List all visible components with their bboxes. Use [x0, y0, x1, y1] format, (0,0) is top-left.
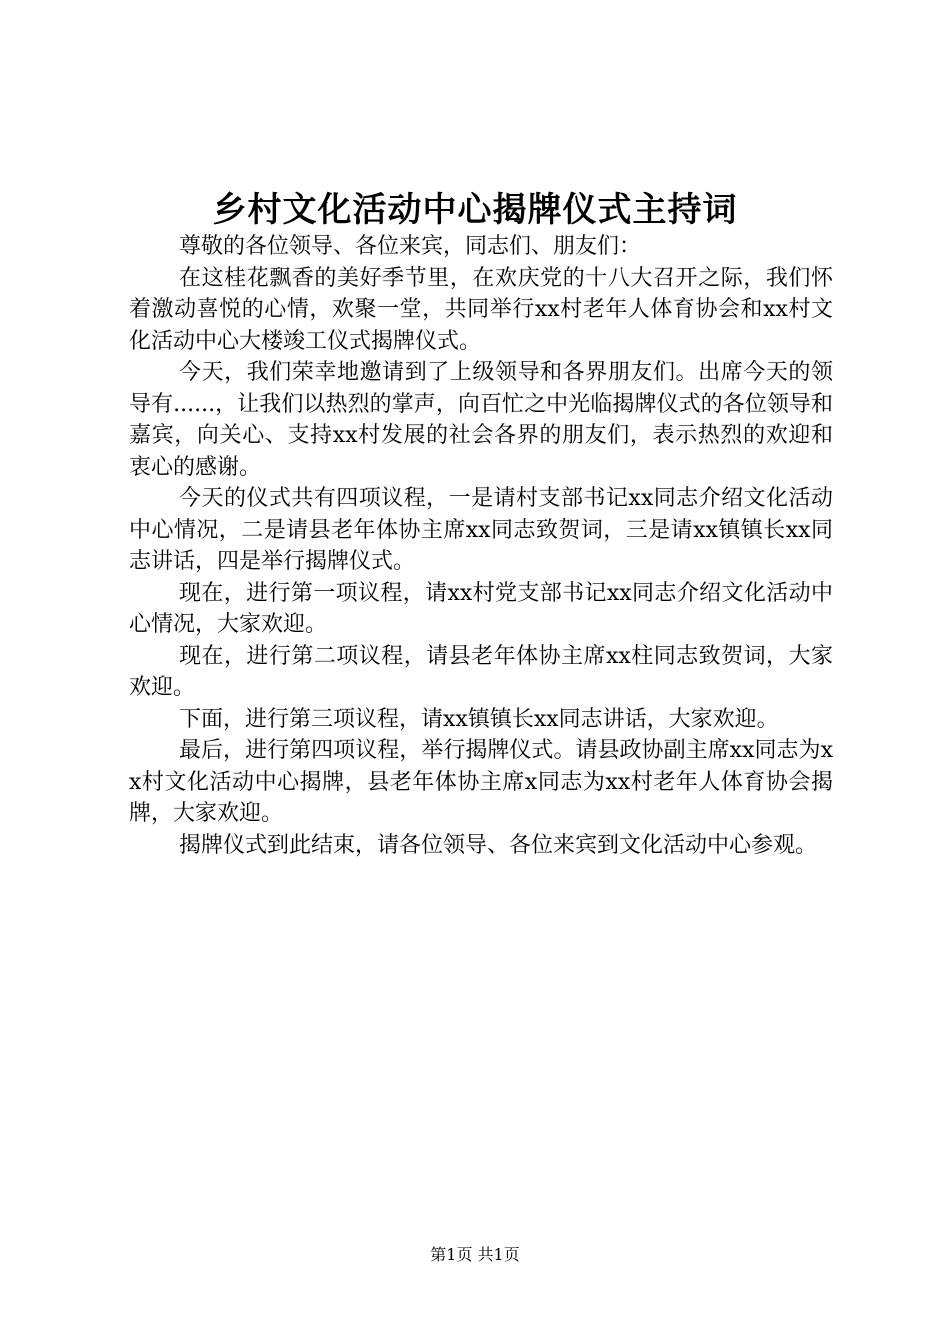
paragraph-item-four: 最后，进行第四项议程，举行揭牌仪式。请县政协副主席xx同志为xx村文化活动中心揭牌，县老年体协主席x同志为xx村老年人体育协会揭牌，大家欢迎。	[129, 738, 833, 826]
page-number-footer: 第1页 共1页	[430, 1245, 520, 1264]
document-title: 乡村文化活动中心揭牌仪式主持词	[212, 190, 738, 230]
paragraph-greeting: 尊敬的各位领导、各位来宾，同志们、朋友们：	[179, 234, 642, 259]
paragraph-item-one: 现在，进行第一项议程，请xx村党支部书记xx同志介绍文化活动中心情况，大家欢迎。	[129, 580, 833, 637]
paragraph-guests: 今天，我们荣幸地邀请到了上级领导和各界朋友们。出席今天的领导有......，让我们以热烈的掌声，向百忙之中光临揭牌仪式的各位领导和嘉宾，向关心、支持xx村发展的社会各界的朋友们，表示热烈的欢迎和衷心的感谢。	[129, 360, 833, 480]
paragraph-agenda: 今天的仪式共有四项议程，一是请村支部书记xx同志介绍文化活动中心情况，二是请县老年体协主席xx同志致贺词，三是请xx镇镇长xx同志讲话，四是举行揭牌仪式。	[129, 486, 833, 574]
paragraph-opening: 在这桂花飘香的美好季节里，在欢庆党的十八大召开之际，我们怀着激动喜悦的心情，欢聚一堂，共同举行xx村老年人体育协会和xx村文化活动中心大楼竣工仪式揭牌仪式。	[129, 265, 833, 354]
document-body	[129, 231, 833, 861]
paragraph-item-two: 现在，进行第二项议程，请县老年体协主席xx柱同志致贺词，大家欢迎。	[129, 643, 833, 700]
paragraph-closing: 揭牌仪式到此结束，请各位领导、各位来宾到文化活动中心参观。	[179, 832, 818, 858]
paragraph-item-three: 下面，进行第三项议程，请xx镇镇长xx同志讲话，大家欢迎。	[179, 706, 779, 732]
